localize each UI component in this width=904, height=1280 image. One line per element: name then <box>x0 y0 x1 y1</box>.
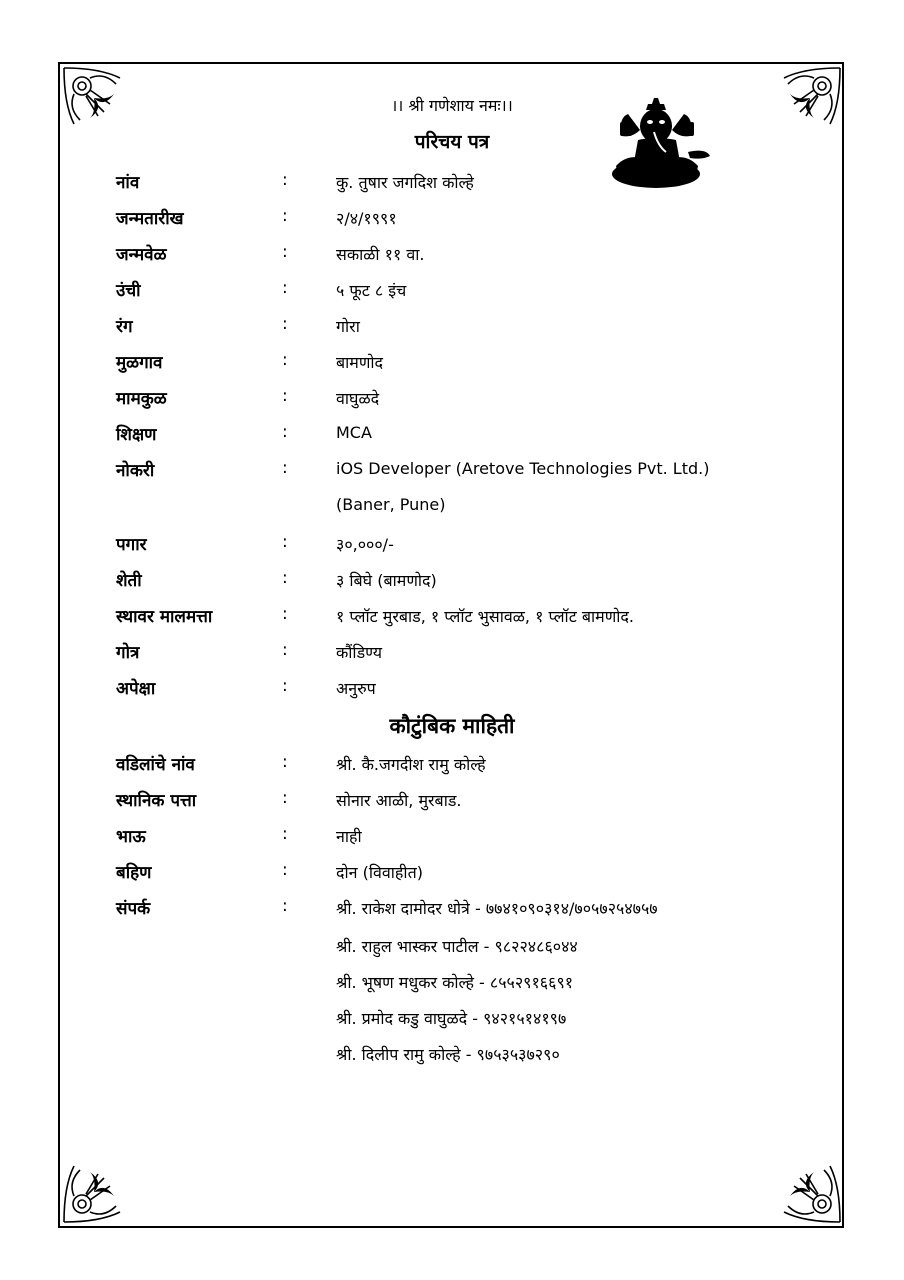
detail-row-complexion <box>0 310 904 346</box>
detail-row-salary <box>0 528 904 564</box>
field-value: (Baner, Pune) <box>336 495 446 514</box>
detail-row-father-name <box>0 748 904 784</box>
field-label: उंची <box>116 281 141 301</box>
field-label: मुळगाव <box>116 353 163 373</box>
detail-row-birthdate <box>0 202 904 238</box>
field-colon: : <box>282 568 288 588</box>
field-label: गोत्र <box>116 643 140 663</box>
field-label: नांव <box>116 173 140 193</box>
field-colon: : <box>282 676 288 696</box>
detail-row-brother <box>0 820 904 856</box>
detail-row-property <box>0 600 904 636</box>
field-label: नोकरी <box>116 461 155 481</box>
field-colon: : <box>282 170 288 190</box>
field-colon: : <box>282 640 288 660</box>
field-value: श्री. राकेश दामोदर धोत्रे - ७७४१०९०३१४/७०५७२५४७५७ <box>336 899 658 918</box>
field-value: ३ बिघे (बामणोद) <box>336 571 437 590</box>
field-value: बामणोद <box>336 353 384 372</box>
field-value: ५ फूट ८ इंच <box>336 281 407 300</box>
detail-row-name <box>0 166 904 202</box>
field-value: २/४/१९९१ <box>336 209 397 228</box>
page-title: परिचय पत्र <box>414 131 490 153</box>
field-value: सकाळी ११ वा. <box>336 245 425 264</box>
field-label: स्थावर मालमत्ता <box>116 607 213 627</box>
detail-row-local-address <box>0 784 904 820</box>
field-value: ३०,०००/- <box>336 535 394 554</box>
detail-row-gotra <box>0 636 904 672</box>
field-value: कौंडिण्य <box>336 643 383 662</box>
field-value: श्री. दिलीप रामु कोल्हे - ९७५३५३७२९० <box>336 1045 560 1064</box>
floral-corner-icon <box>764 1146 844 1226</box>
contact-line <box>0 966 904 1002</box>
field-label: वडिलांचे नांव <box>116 755 195 775</box>
contact-line <box>0 930 904 966</box>
field-colon: : <box>282 458 288 478</box>
field-label: मामकुळ <box>116 389 167 409</box>
field-colon: : <box>282 752 288 772</box>
field-label: भाऊ <box>116 827 146 847</box>
field-value: MCA <box>336 423 372 442</box>
field-label: संपर्क <box>116 899 151 919</box>
field-value: श्री. प्रमोद कडु वाघुळदे - ९४२१५१४१९७ <box>336 1009 567 1028</box>
field-label: जन्मतारीख <box>116 209 184 229</box>
field-value: श्री. राहुल भास्कर पाटील - ९८२२४८६०४४ <box>336 937 578 956</box>
field-colon: : <box>282 532 288 552</box>
field-value: iOS Developer (Aretove Technologies Pvt. Ltd.) <box>336 459 710 478</box>
field-label: पगार <box>116 535 147 555</box>
field-value: वाघुळदे <box>336 389 380 408</box>
field-colon: : <box>282 386 288 406</box>
detail-row-native-place <box>0 346 904 382</box>
field-value: श्री. भूषण मधुकर कोल्हे - ८५५२९१६६९१ <box>336 973 574 992</box>
detail-row-contact <box>0 892 904 928</box>
detail-row-expectation <box>0 672 904 708</box>
field-value: कु. तुषार जगदिश कोल्हे <box>336 173 474 192</box>
field-colon: : <box>282 604 288 624</box>
detail-row-birthtime <box>0 238 904 274</box>
detail-row-sister <box>0 856 904 892</box>
field-value: गोरा <box>336 317 360 336</box>
detail-row-maternal-family <box>0 382 904 418</box>
contact-line <box>0 1002 904 1038</box>
detail-row-job-location <box>0 490 904 526</box>
field-value: सोनार आळी, मुरबाड. <box>336 791 462 810</box>
field-value: अनुरुप <box>336 679 376 698</box>
field-label: अपेक्षा <box>116 679 156 699</box>
detail-row-height <box>0 274 904 310</box>
field-label: शिक्षण <box>116 425 157 445</box>
field-colon: : <box>282 350 288 370</box>
field-colon: : <box>282 422 288 442</box>
field-colon: : <box>282 242 288 262</box>
floral-corner-icon <box>60 1146 140 1226</box>
field-label: रंग <box>116 317 133 337</box>
field-colon: : <box>282 278 288 298</box>
field-colon: : <box>282 896 288 916</box>
detail-row-farmland <box>0 564 904 600</box>
field-value: श्री. कै.जगदीश रामु कोल्हे <box>336 755 486 774</box>
family-section-title: कौटुंबिक माहिती <box>389 714 515 738</box>
field-label: शेती <box>116 571 142 591</box>
field-colon: : <box>282 314 288 334</box>
field-value: नाही <box>336 827 362 846</box>
field-colon: : <box>282 206 288 226</box>
invocation-text: ।। श्री गणेशाय नमः।। <box>391 96 513 115</box>
field-label: बहिण <box>116 863 152 883</box>
detail-row-education <box>0 418 904 454</box>
field-label: स्थानिक पत्ता <box>116 791 197 811</box>
field-colon: : <box>282 860 288 880</box>
detail-row-job <box>0 454 904 490</box>
field-value: दोन (विवाहीत) <box>336 863 423 882</box>
contact-line <box>0 1038 904 1074</box>
field-label: जन्मवेळ <box>116 245 167 265</box>
field-colon: : <box>282 788 288 808</box>
field-colon: : <box>282 824 288 844</box>
field-value: १ प्लॉट मुरबाड, १ प्लॉट भुसावळ, १ प्लॉट बामणोद. <box>336 607 634 626</box>
